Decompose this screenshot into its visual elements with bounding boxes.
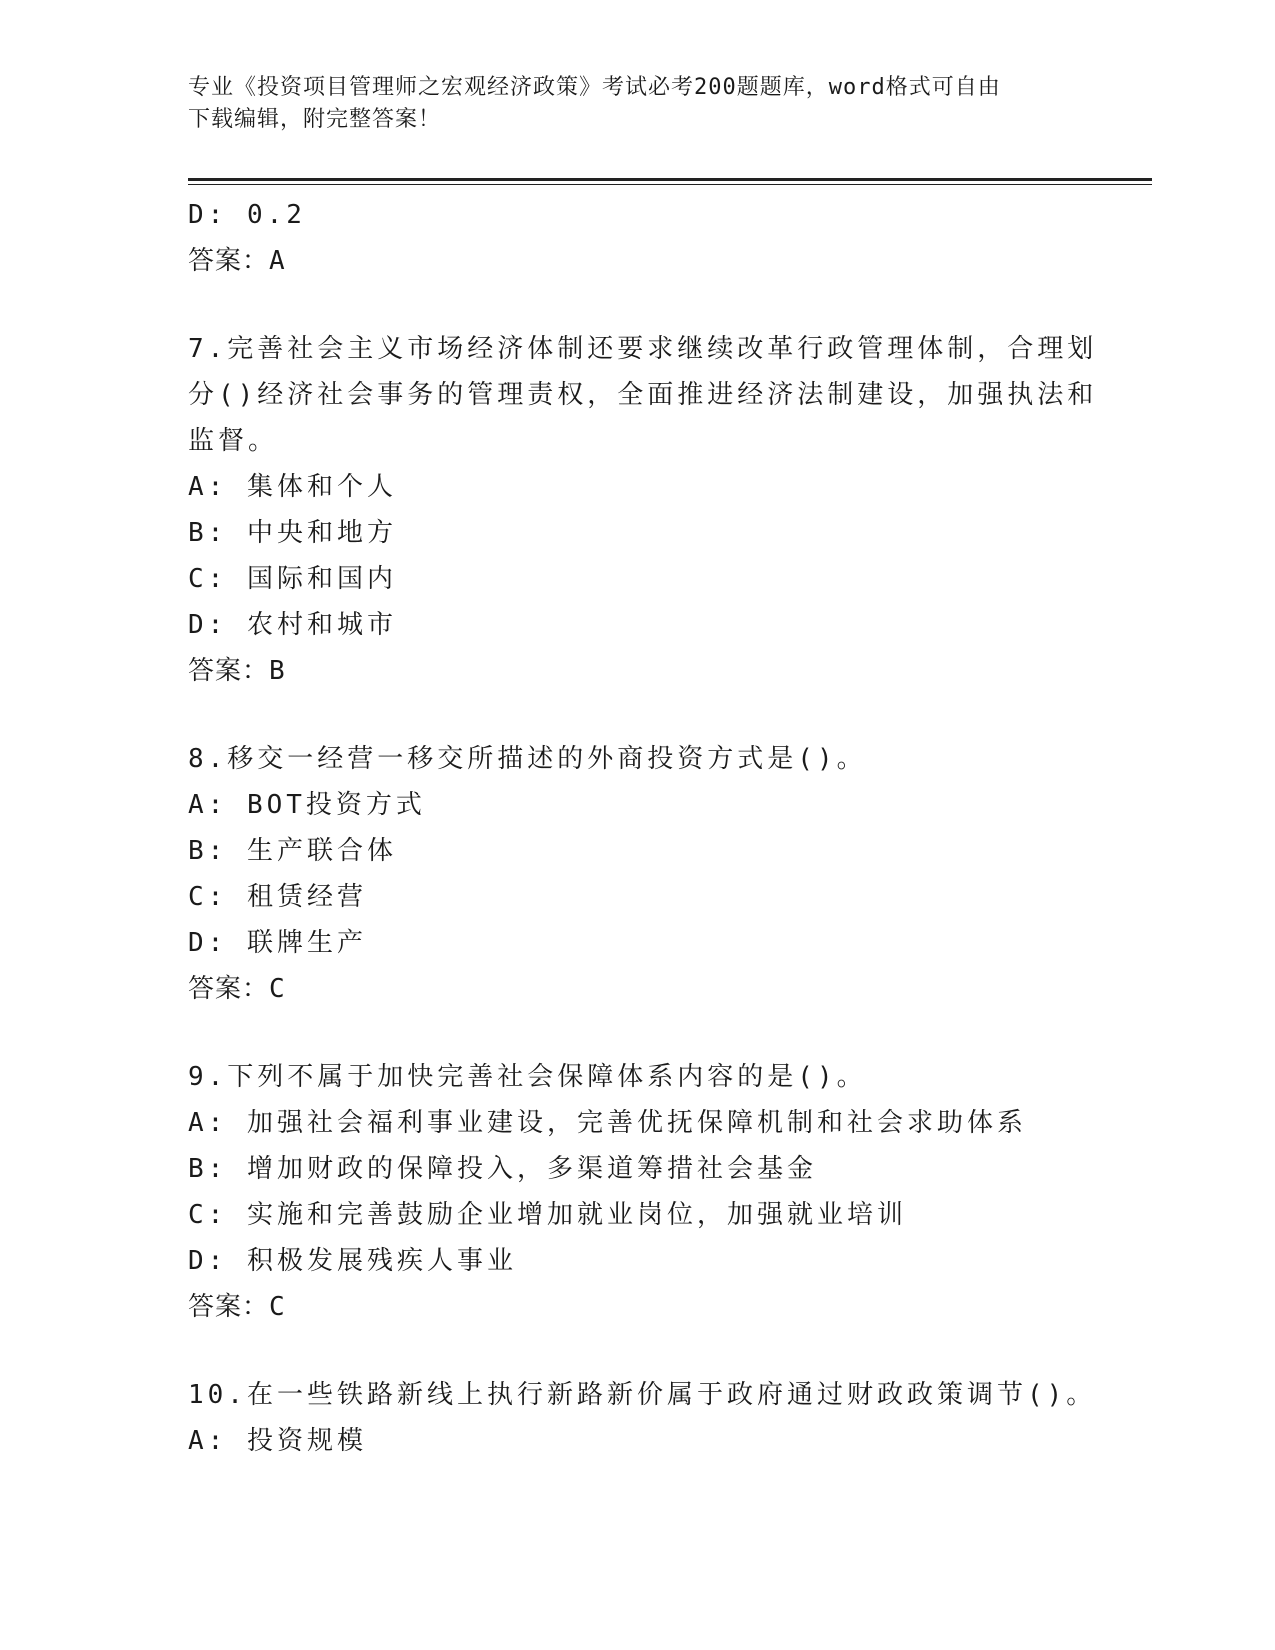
document-header <box>188 72 1068 136</box>
question-stem-line: 7.完善社会主义市场经济体制还要求继续改革行政管理体制，合理划 <box>188 334 1098 364</box>
option-d: D: 0.2 <box>188 200 306 230</box>
answer: 答案：B <box>188 656 286 686</box>
question-10 <box>188 1372 1097 1464</box>
option-a: A: 加强社会福利事业建设，完善优抚保障机制和社会求助体系 <box>188 1108 1027 1138</box>
question-7 <box>188 326 1098 694</box>
option-a: A: 集体和个人 <box>188 472 397 502</box>
option-c: C: 国际和国内 <box>188 564 397 594</box>
question-stem-line: 分()经济社会事务的管理责权，全面推进经济法制建设，加强执法和 <box>188 380 1098 410</box>
option-d: D: 联牌生产 <box>188 928 367 958</box>
header-divider-thick <box>188 178 1152 181</box>
header-line-2: 下载编辑，附完整答案！ <box>188 107 442 132</box>
question-stem-line: 监督。 <box>188 426 279 456</box>
answer: 答案：C <box>188 974 286 1004</box>
question-8 <box>188 736 1068 1012</box>
option-b: B: 中央和地方 <box>188 518 397 548</box>
question-9 <box>188 1054 1068 1330</box>
option-c: C: 实施和完善鼓励企业增加就业岗位，加强就业培训 <box>188 1200 907 1230</box>
option-b: B: 增加财政的保障投入，多渠道筹措社会基金 <box>188 1154 817 1184</box>
question-stem-line: 9.下列不属于加快完善社会保障体系内容的是()。 <box>188 1062 867 1092</box>
question-stem-line: 8.移交一经营一移交所描述的外商投资方式是()。 <box>188 744 867 774</box>
document-body <box>188 192 1098 1464</box>
option-b: B: 生产联合体 <box>188 836 397 866</box>
option-a: A: 投资规模 <box>188 1426 367 1456</box>
option-d: D: 积极发展残疾人事业 <box>188 1246 517 1276</box>
answer: 答案：A <box>188 246 286 276</box>
question-stem-line: 10.在一些铁路新线上执行新路新价属于政府通过财政政策调节()。 <box>188 1380 1097 1410</box>
option-a: A: BOT投资方式 <box>188 790 426 820</box>
answer: 答案：C <box>188 1292 286 1322</box>
option-c: C: 租赁经营 <box>188 882 367 912</box>
option-d: D: 农村和城市 <box>188 610 397 640</box>
header-divider-thin <box>188 184 1152 185</box>
header-line-1: 专业《投资项目管理师之宏观经济政策》考试必考200题题库，word格式可自由 <box>188 75 1001 100</box>
previous-question-tail <box>188 192 1068 284</box>
